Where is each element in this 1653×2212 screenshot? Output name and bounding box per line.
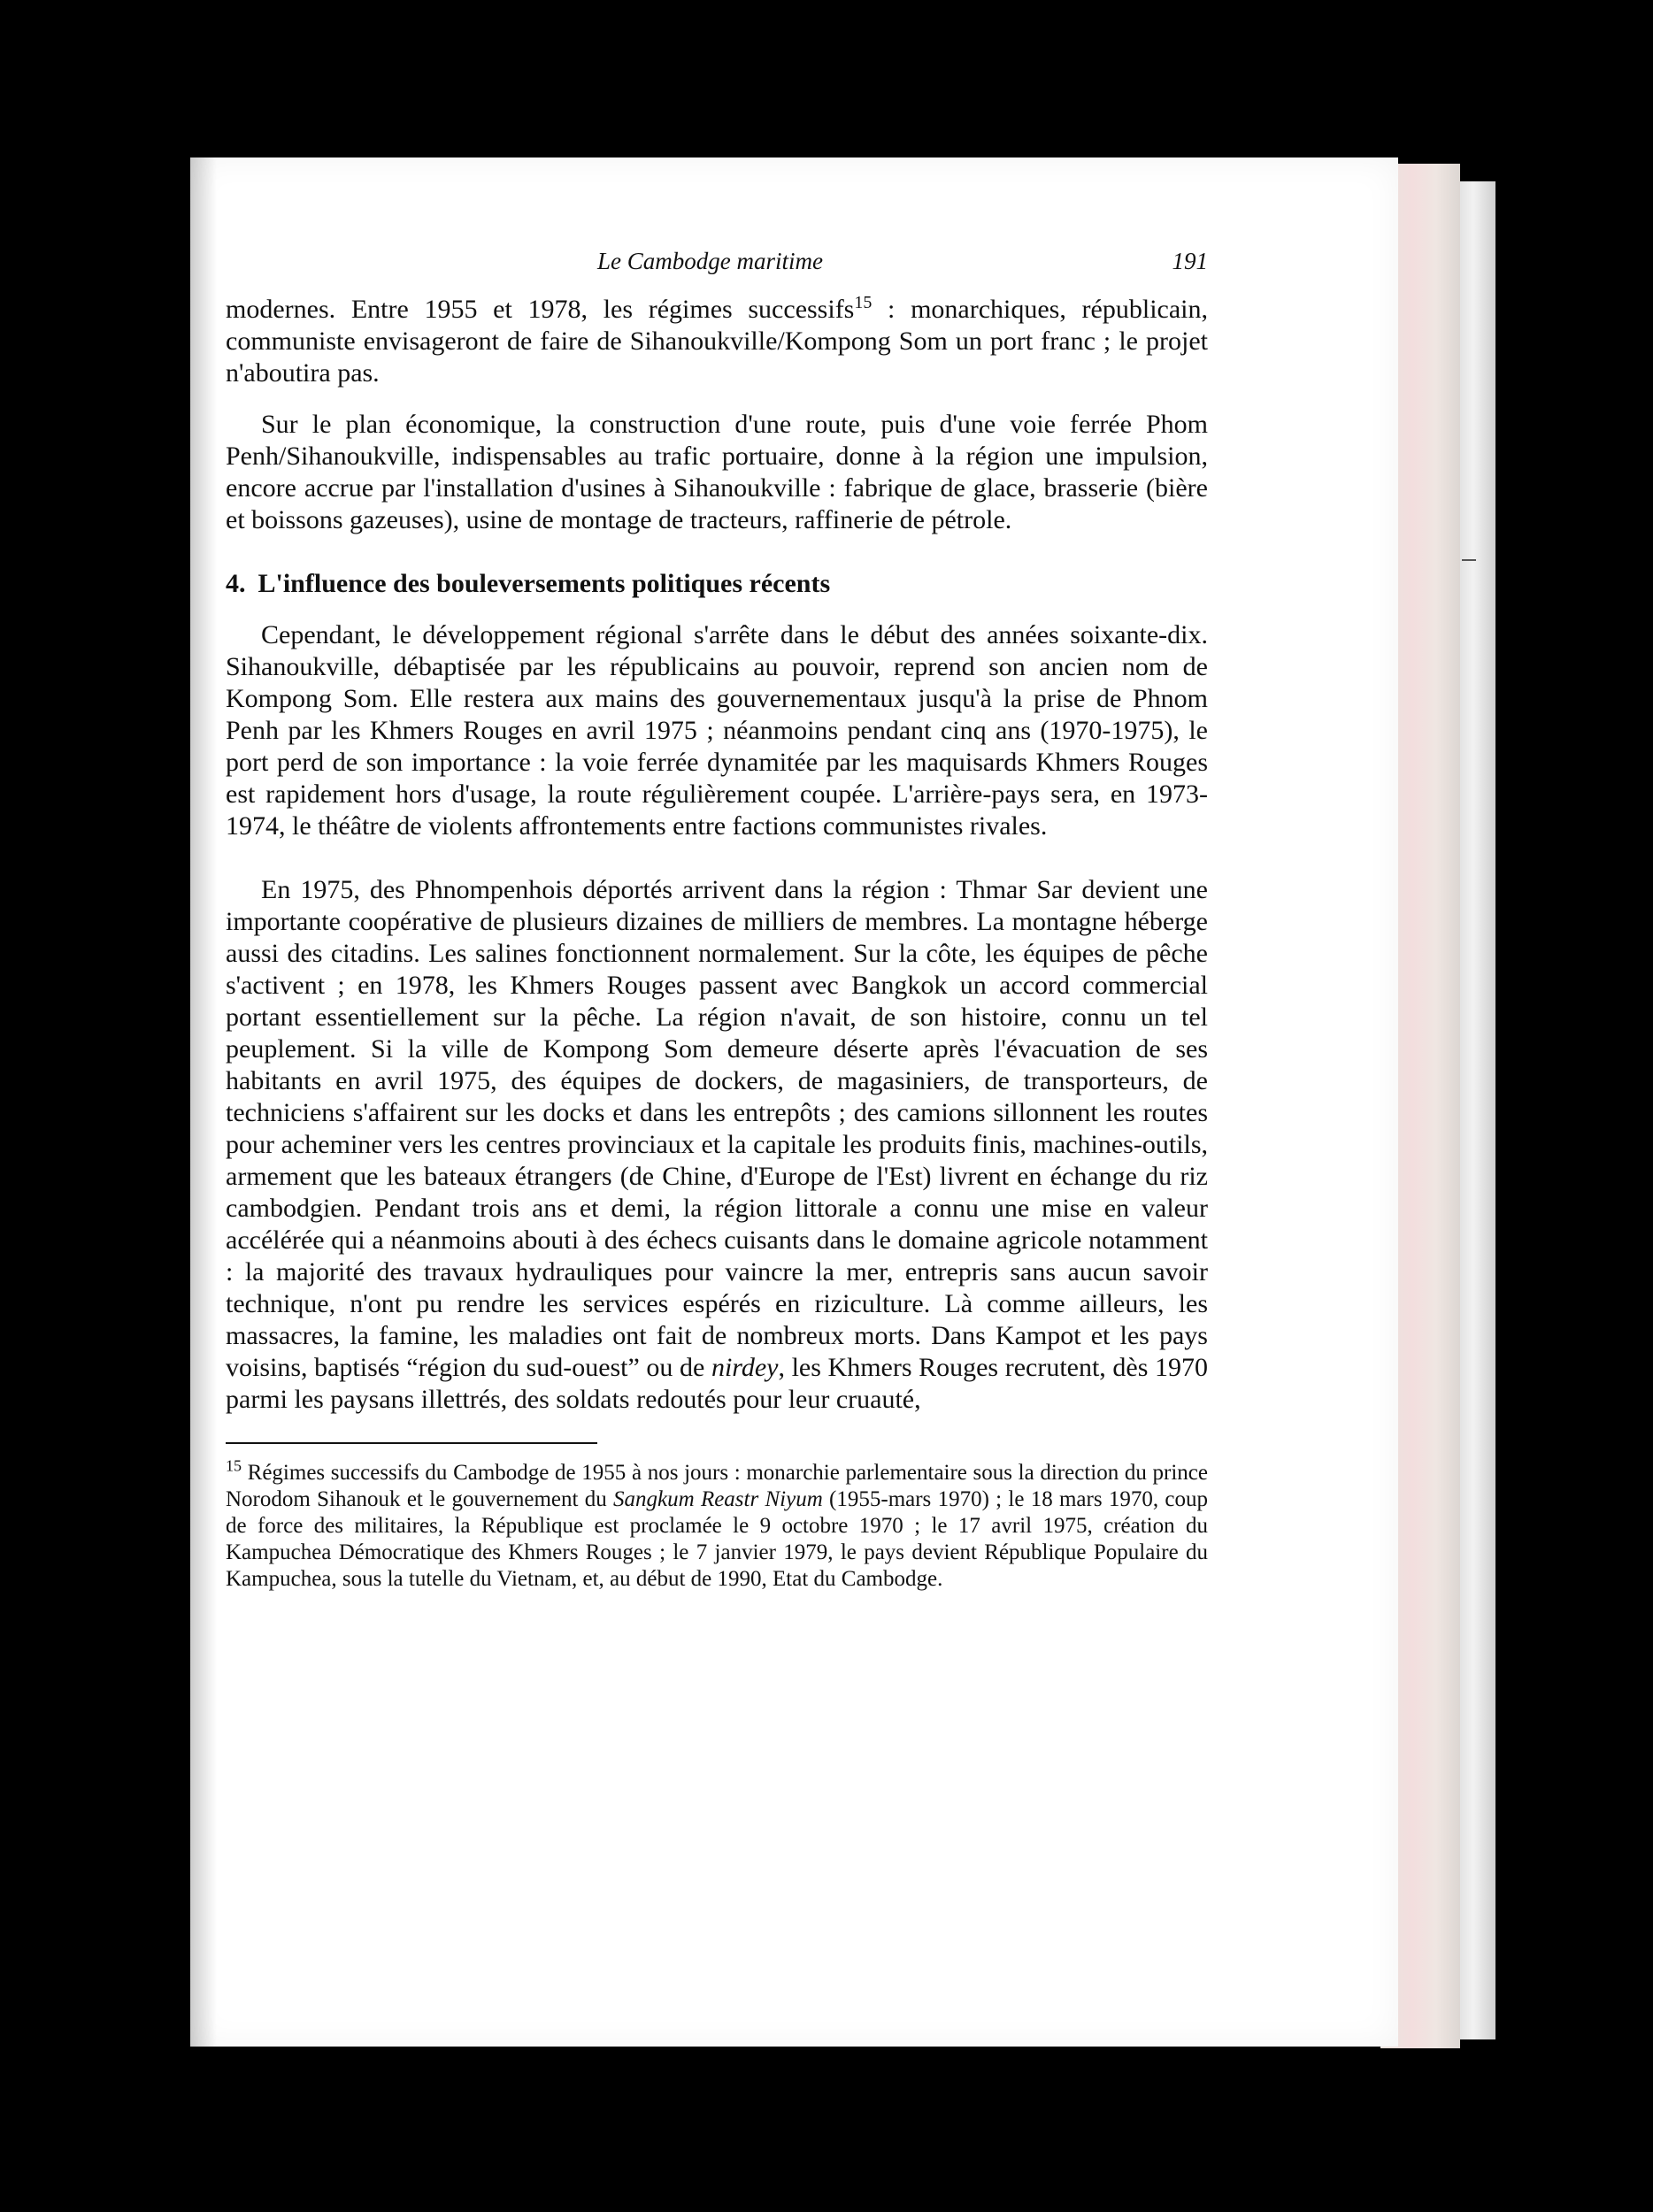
section-title: L'influence des bouleversements politiques récents <box>258 569 831 598</box>
gutter-shadow <box>190 157 217 2047</box>
running-head <box>226 248 1208 294</box>
page-number: 191 <box>1172 248 1208 274</box>
footnote-text-a: Régimes successifs du Cambodge de 1955 à nos jours : monarchie parlementaire sous la direction du prince Norodom Sihanouk et le gouvernement du <box>226 1461 1208 1511</box>
margin-mark <box>1462 559 1476 561</box>
footnote <box>226 1456 1208 1593</box>
paragraph-4-text-a: En 1975, des Phnompenhois déportés arrivent dans la région : Thmar Sar devient une importante coopérative de plusieurs dizaines de milliers de membres. La montagne héberge aussi des citadins. Les salines fonctionnent normalement. Sur la côte, les équipes de pêche s'activent ; en 1978, les Khmers Rouges passent avec Bangkok un accord commercial portant essentiellement sur la pêche. La région n'avait, de son histoire, connu un tel peuplement. Si la ville de Kompong Som demeure déserte après l'évacuation de ses habitants en avril 1975, des équipes de dockers, de magasiniers, de transporteurs, de techniciens s'affairent sur les docks et dans les entrepôts ; des camions sillonnent les routes pour acheminer vers les centres provinciaux et la capitale les produits finis, machines-outils, armement que les bateaux étrangers (de Chine, d'Europe de l'Est) livrent en échange du riz cambodgien. Pendant trois ans et demi, la région littorale a connu une mise en valeur accélérée qui a néanmoins abouti à des échecs cuisants dans le domaine agricole notamment : la majorité des travaux hydrauliques pour vaincre la mer, entrepris sans aucun savoir technique, n'ont pu rendre les services espérés en riziculture. Là comme ailleurs, les massacres, la famine, les maladies ont fait de nombreux morts. Dans Kampot et les pays voisins, baptisés “région du sud-ouest” ou de <box>226 875 1208 1382</box>
paragraph-1 <box>226 294 1208 389</box>
footnote-italic-term: Sangkum Reastr Niyum <box>613 1487 823 1511</box>
running-title: Le Cambodge maritime <box>597 248 823 274</box>
page-content <box>226 248 1208 1593</box>
paragraph-4-text-b: , les Khmers Rouges recrutent, dès 1970 parmi les paysans illettrés, des soldats redoutés pour leur cruauté, <box>226 1353 1208 1414</box>
footnote-text-b: (1955-mars 1970) ; le 18 mars 1970, coup de force des militaires, la République est proclamée le 9 octobre 1970 ; le 17 avril 1975, création du Kampuchea Démocratique des Khmers Rouges ; le 7 janvier 1979, le pays devient République Populaire du Kampuchea, sous la tutelle du Vietnam, et, au début de 1990, Etat du Cambodge. <box>226 1487 1208 1591</box>
paragraph-1-text-b: : monarchiques, républicain, communiste envisageront de faire de Sihanoukville/Kompong Som un port franc ; le projet n'aboutira pas. <box>226 295 1208 388</box>
paragraph-1-text-a: modernes. Entre 1955 et 1978, les régimes successifs <box>226 295 855 324</box>
footnote-number: 15 <box>226 1456 242 1475</box>
paragraph-4-italic-term: nirdey <box>711 1353 779 1382</box>
paragraph-2: Sur le plan économique, la construction d'une route, puis d'une voie ferrée Phom Penh/Sihanoukville, indispensables au trafic portuaire, donne à la région une impulsion, encore accrue par l'installation d'usines à Sihanoukville : fabrique de glace, brasserie (bière et boissons gazeuses), usine de montage de tracteurs, raffinerie de pétrole. <box>226 410 1208 534</box>
paragraph-3: Cependant, le développement régional s'arrête dans le début des années soixante-dix. Sihanoukville, débaptisée par les républicains au pouvoir, reprend son ancien nom de Kompong Som. Elle restera aux mains des gouvernementaux jusqu'à la prise de Phnom Penh par les Khmers Rouges en avril 1975 ; néanmoins pendant cinq ans (1970-1975), le port perd de son importance : la voie ferrée dynamitée par les maquisards Khmers Rouges est rapidement hors d'usage, la route régulièrement coupée. L'arrière-pays sera, en 1973-1974, le théâtre de violents affrontements entre factions communistes rivales. <box>226 620 1208 841</box>
paragraph-4 <box>226 874 1208 1416</box>
footnote-rule <box>226 1442 597 1444</box>
section-heading <box>226 568 1208 600</box>
footnote-reference: 15 <box>854 293 873 312</box>
section-number: 4. <box>226 569 246 598</box>
